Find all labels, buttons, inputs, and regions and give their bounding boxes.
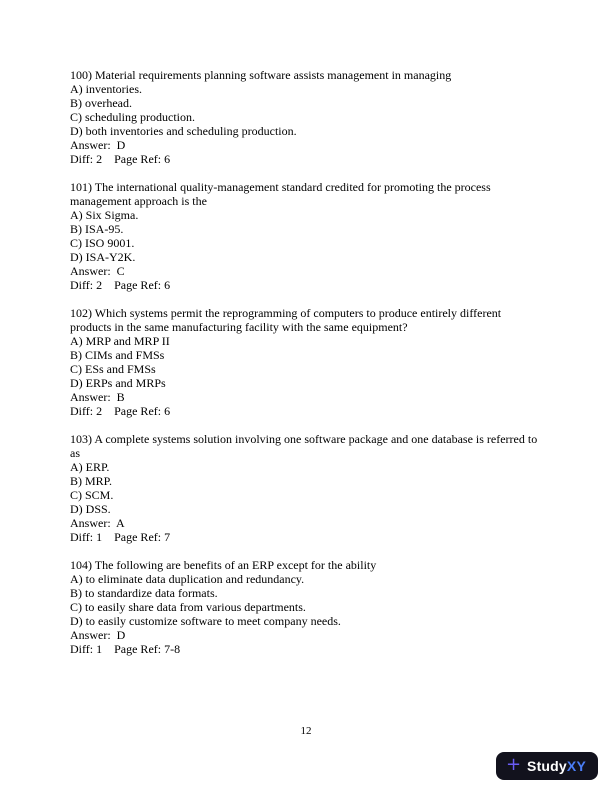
choice-d: D) both inventories and scheduling production. bbox=[70, 124, 297, 138]
question-prompt: 104) The following are benefits of an ERP except for the ability bbox=[70, 558, 377, 572]
choice-d: D) ISA-Y2K. bbox=[70, 250, 136, 264]
question-block-104 bbox=[70, 558, 544, 656]
choice-c: C) scheduling production. bbox=[70, 110, 195, 124]
choice-c: C) ISO 9001. bbox=[70, 236, 135, 250]
choice-a: A) ERP. bbox=[70, 460, 110, 474]
page-number: 12 bbox=[300, 725, 312, 737]
question-block-101 bbox=[70, 180, 544, 292]
diff-line: Diff: 2 Page Ref: 6 bbox=[70, 404, 171, 418]
choice-b: B) overhead. bbox=[70, 96, 132, 110]
choice-a: A) MRP and MRP II bbox=[70, 334, 170, 348]
choice-b: B) CIMs and FMSs bbox=[70, 348, 165, 362]
choice-c: C) ESs and FMSs bbox=[70, 362, 156, 376]
choice-d: D) to easily customize software to meet company needs. bbox=[70, 614, 341, 628]
studyxy-wordmark bbox=[527, 758, 586, 775]
plus-icon: + bbox=[505, 754, 522, 775]
choice-d: D) ERPs and MRPs bbox=[70, 376, 166, 390]
brand-xy-text: XY bbox=[566, 757, 586, 774]
choice-b: B) to standardize data formats. bbox=[70, 586, 218, 600]
answer-line: Answer: D bbox=[70, 628, 126, 642]
choice-a: A) inventories. bbox=[70, 82, 142, 96]
answer-line: Answer: C bbox=[70, 264, 125, 278]
diff-line: Diff: 1 Page Ref: 7 bbox=[70, 530, 171, 544]
question-prompt: 101) The international quality-management standard credited for promoting the process management approach is the bbox=[70, 180, 494, 208]
question-block-100 bbox=[70, 68, 544, 166]
diff-line: Diff: 2 Page Ref: 6 bbox=[70, 152, 171, 166]
brand-study-text: Study bbox=[527, 757, 567, 774]
choice-d: D) DSS. bbox=[70, 502, 111, 516]
choice-a: A) to eliminate data duplication and redundancy. bbox=[70, 572, 305, 586]
question-block-102 bbox=[70, 306, 544, 418]
answer-line: Answer: D bbox=[70, 138, 126, 152]
choice-a: A) Six Sigma. bbox=[70, 208, 139, 222]
question-block-103 bbox=[70, 432, 544, 544]
question-list bbox=[70, 68, 544, 670]
question-prompt: 103) A complete systems solution involving one software package and one database is referred to as bbox=[70, 432, 541, 460]
choice-c: C) SCM. bbox=[70, 488, 114, 502]
diff-line: Diff: 2 Page Ref: 6 bbox=[70, 278, 171, 292]
question-prompt: 100) Material requirements planning software assists management in managing bbox=[70, 68, 452, 82]
question-prompt: 102) Which systems permit the reprogramming of computers to produce entirely different products in the same manufacturing facility with the same equipment? bbox=[70, 306, 505, 334]
answer-line: Answer: A bbox=[70, 516, 125, 530]
choice-c: C) to easily share data from various departments. bbox=[70, 600, 306, 614]
answer-line: Answer: B bbox=[70, 390, 125, 404]
diff-line: Diff: 1 Page Ref: 7-8 bbox=[70, 642, 181, 656]
choice-b: B) ISA-95. bbox=[70, 222, 124, 236]
studyxy-logo bbox=[496, 752, 598, 780]
choice-b: B) MRP. bbox=[70, 474, 113, 488]
